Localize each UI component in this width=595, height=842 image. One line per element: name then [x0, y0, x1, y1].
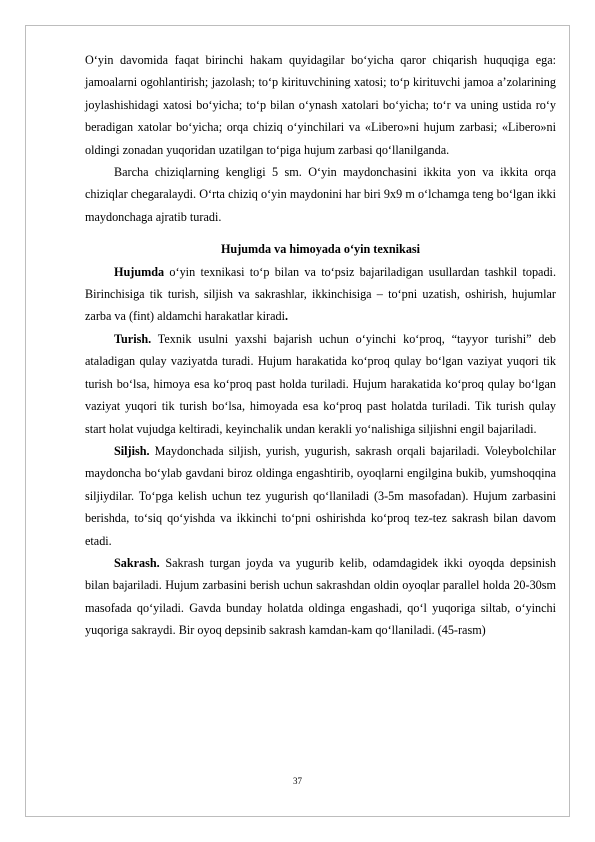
document-body [85, 49, 556, 642]
paragraph-court-lines: Barcha chiziqlarning kengligi 5 sm. O‘yin maydonchasini ikkita yon va ikkita orqa chiziqlar chegaralaydi. O‘rta chiziq o‘yin maydonini har biri 9x9 m o‘lchamga teng bo‘lgan ikki maydonchaga ajratib turadi. [85, 165, 556, 224]
page-number: 37 [293, 776, 302, 786]
movement-text: Maydonchada siljish, yurish, yugurish, sakrash orqali bajariladi. Voleybolchilar maydoncha bo‘ylab gavdani biroz oldinga engashtirib, oyoqlarni engilgina bukib, yumshoqqina siljiydilar. To‘pga kelish uchun tez yugurish qo‘llaniladi (3-5m masofadan). Hujum zarbasini berishda, to‘siq qo‘yishda va ikkinchi to‘pni oshirishda ko‘proq tez-tez sakrash bilan davom etadi. [85, 443, 556, 548]
paragraph-attack [85, 261, 556, 328]
paragraph-stance [85, 328, 556, 440]
stance-text: Texnik usulni yaxshi bajarish uchun o‘yinchi ko‘proq, “tayyor turishi” deb ataladigan qulay vaziyatda turadi. Hujum harakatida ko‘proq qulay bo‘lgan vaziyat yuqori tik turish bo‘lsa, himoya esa ko‘proq past holda turiladi. Hujum harakatida ko‘proq qulay bo‘lgan vaziyat yuqori tik turish bo‘lsa, himoyada esa ko‘proq past holatda turiladi. Tik turish qulay start holat vujudga keltiradi, keyinchalik undan kerakli yo‘nalishiga siljishni engil bajariladi. [85, 331, 556, 436]
stance-term: Turish. [114, 331, 152, 346]
jump-term: Sakrash. [114, 555, 160, 570]
movement-term: Siljish. [114, 443, 150, 458]
attack-period: . [284, 309, 289, 324]
attack-text: o‘yin texnikasi to‘p bilan va to‘psiz bajariladigan usullardan tashkil topadi. Birinchisiga tik turish, siljish va sakrashlar, ikkinchisiga – to‘pni uzatish, oshirish, hujumlar zarba va (fint) aldamchi harakatlar kiradi [85, 264, 556, 324]
paragraph-jump [85, 552, 556, 642]
paragraph-movement [85, 440, 556, 552]
paragraph-referee-rights: O‘yin davomida faqat birinchi hakam quyidagilar bo‘yicha qaror chiqarish huquqiga ega: jamoalarni ogohlantirish; jazolash; to‘p kirituvchining xatosi; to‘p kirituvchi jamoa a’zolarining joylashishidagi xatosi bo‘yicha; to‘p bilan o‘ynash xatolari bo‘yicha; to‘r va uning ustida ro‘y beradigan xatolar bo‘yicha; orqa chiziq o‘yinchilari va «Libero»ni hujum zarbasi; «Libero»ni oldingi zonadan yuqoridan uzatilgan to‘piga hujum zarbasi qo‘llanilganda. [85, 53, 556, 157]
section-heading: Hujumda va himoyada o‘yin texnikasi [220, 242, 421, 257]
jump-text: Sakrash turgan joyda va yugurib kelib, odamdagidek ikki oyoqda depsinish bilan bajariladi. Hujum zarbasini berish uchun sakrashdan oldin oyoqlar parallel holda 20-30sm masofada qo‘yiladi. Gavda bunday holatda oldinga engashadi, qo‘l yuqoriga siltab, o‘yinchi yuqoriga sakraydi. Bir oyoq depsinib sakrash kamdan-kam qo‘llaniladi. (45-rasm) [85, 555, 556, 638]
attack-term: Hujumda [114, 264, 165, 279]
